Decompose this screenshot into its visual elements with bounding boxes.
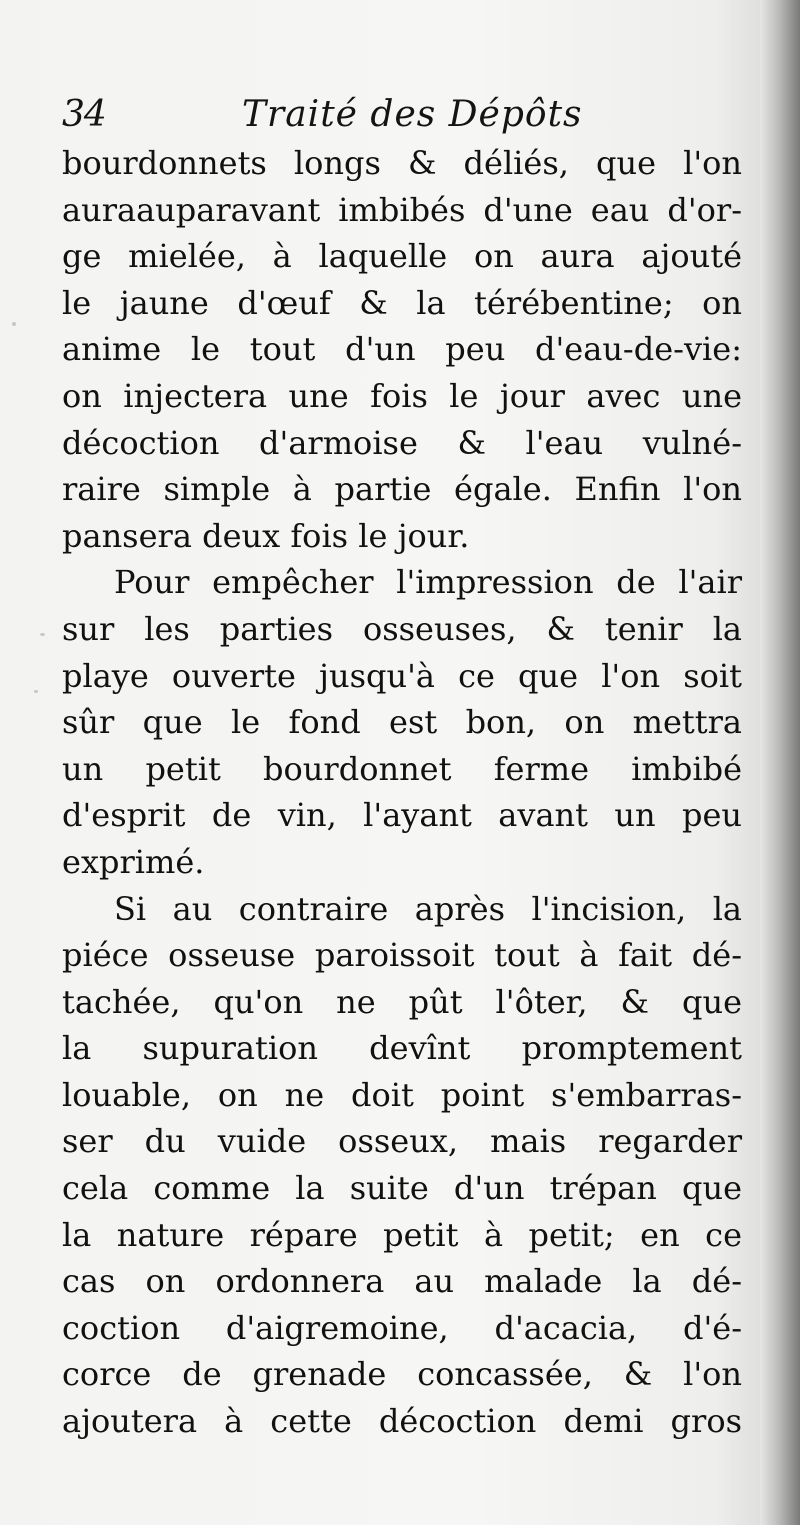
text-line: piéce osseuse paroissoit tout à fait dé-	[62, 936, 742, 975]
text-line: raire simple à partie égale. Enfin l'on	[62, 470, 742, 509]
text-line: cela comme la suite d'un trépan que	[62, 1169, 742, 1208]
text-line: louable, on ne doit point s'embarras-	[62, 1075, 742, 1114]
page-edge-shadow	[760, 0, 800, 1525]
text-line: décoction d'armoise & l'eau vulné-	[62, 423, 742, 462]
text-line: tachée, qu'on ne pût l'ôter, & que	[62, 982, 742, 1021]
paper-speck	[34, 690, 38, 693]
text-line: bourdonnets longs & déliés, que l'on	[62, 144, 742, 182]
text-line: un petit bourdonnet ferme imbibé	[62, 749, 742, 788]
text-line: playe ouverte jusqu'à ce que l'on soit	[62, 656, 742, 695]
text-line: on injectera une fois le jour avec une	[62, 376, 742, 415]
text-line: la nature répare petit à petit; en ce	[62, 1215, 742, 1254]
text-line: d'esprit de vin, l'ayant avant un peu	[62, 796, 742, 835]
text-line: coction d'aigremoine, d'acacia, d'é-	[62, 1308, 742, 1347]
body-text	[62, 140, 742, 1445]
text-line: ge mielée, à laquelle on aura ajouté	[62, 237, 742, 276]
text-line: anime le tout d'un peu d'eau-de-vie:	[62, 330, 742, 369]
text-line: auraauparavant imbibés d'une eau d'or-	[62, 190, 742, 229]
text-line: sûr que le fond est bon, on mettra	[62, 703, 742, 742]
text-line: le jaune d'œuf & la térébentine; on	[62, 283, 742, 322]
text-line: Si au contraire après l'incision, la	[114, 889, 742, 928]
text-line: pansera deux fois le jour.	[62, 516, 470, 555]
text-line: la supuration devînt promptement	[62, 1029, 742, 1068]
text-line: sur les parties osseuses, & tenir la	[62, 609, 742, 648]
paper-speck	[40, 633, 45, 636]
text-line: cas on ordonnera au malade la dé-	[62, 1262, 742, 1301]
text-line: Pour empêcher l'impression de l'air	[114, 563, 742, 602]
text-line: ajoutera à cette décoction demi gros	[62, 1402, 742, 1441]
running-head	[62, 94, 742, 142]
page-number: 34	[62, 94, 106, 135]
text-line: corce de grenade concassée, & l'on	[62, 1355, 742, 1394]
text-line: exprimé.	[62, 842, 205, 881]
running-title: Traité des Dépôts	[242, 94, 583, 135]
text-line: ser du vuide osseux, mais regarder	[62, 1122, 742, 1161]
paper-speck	[12, 322, 16, 326]
